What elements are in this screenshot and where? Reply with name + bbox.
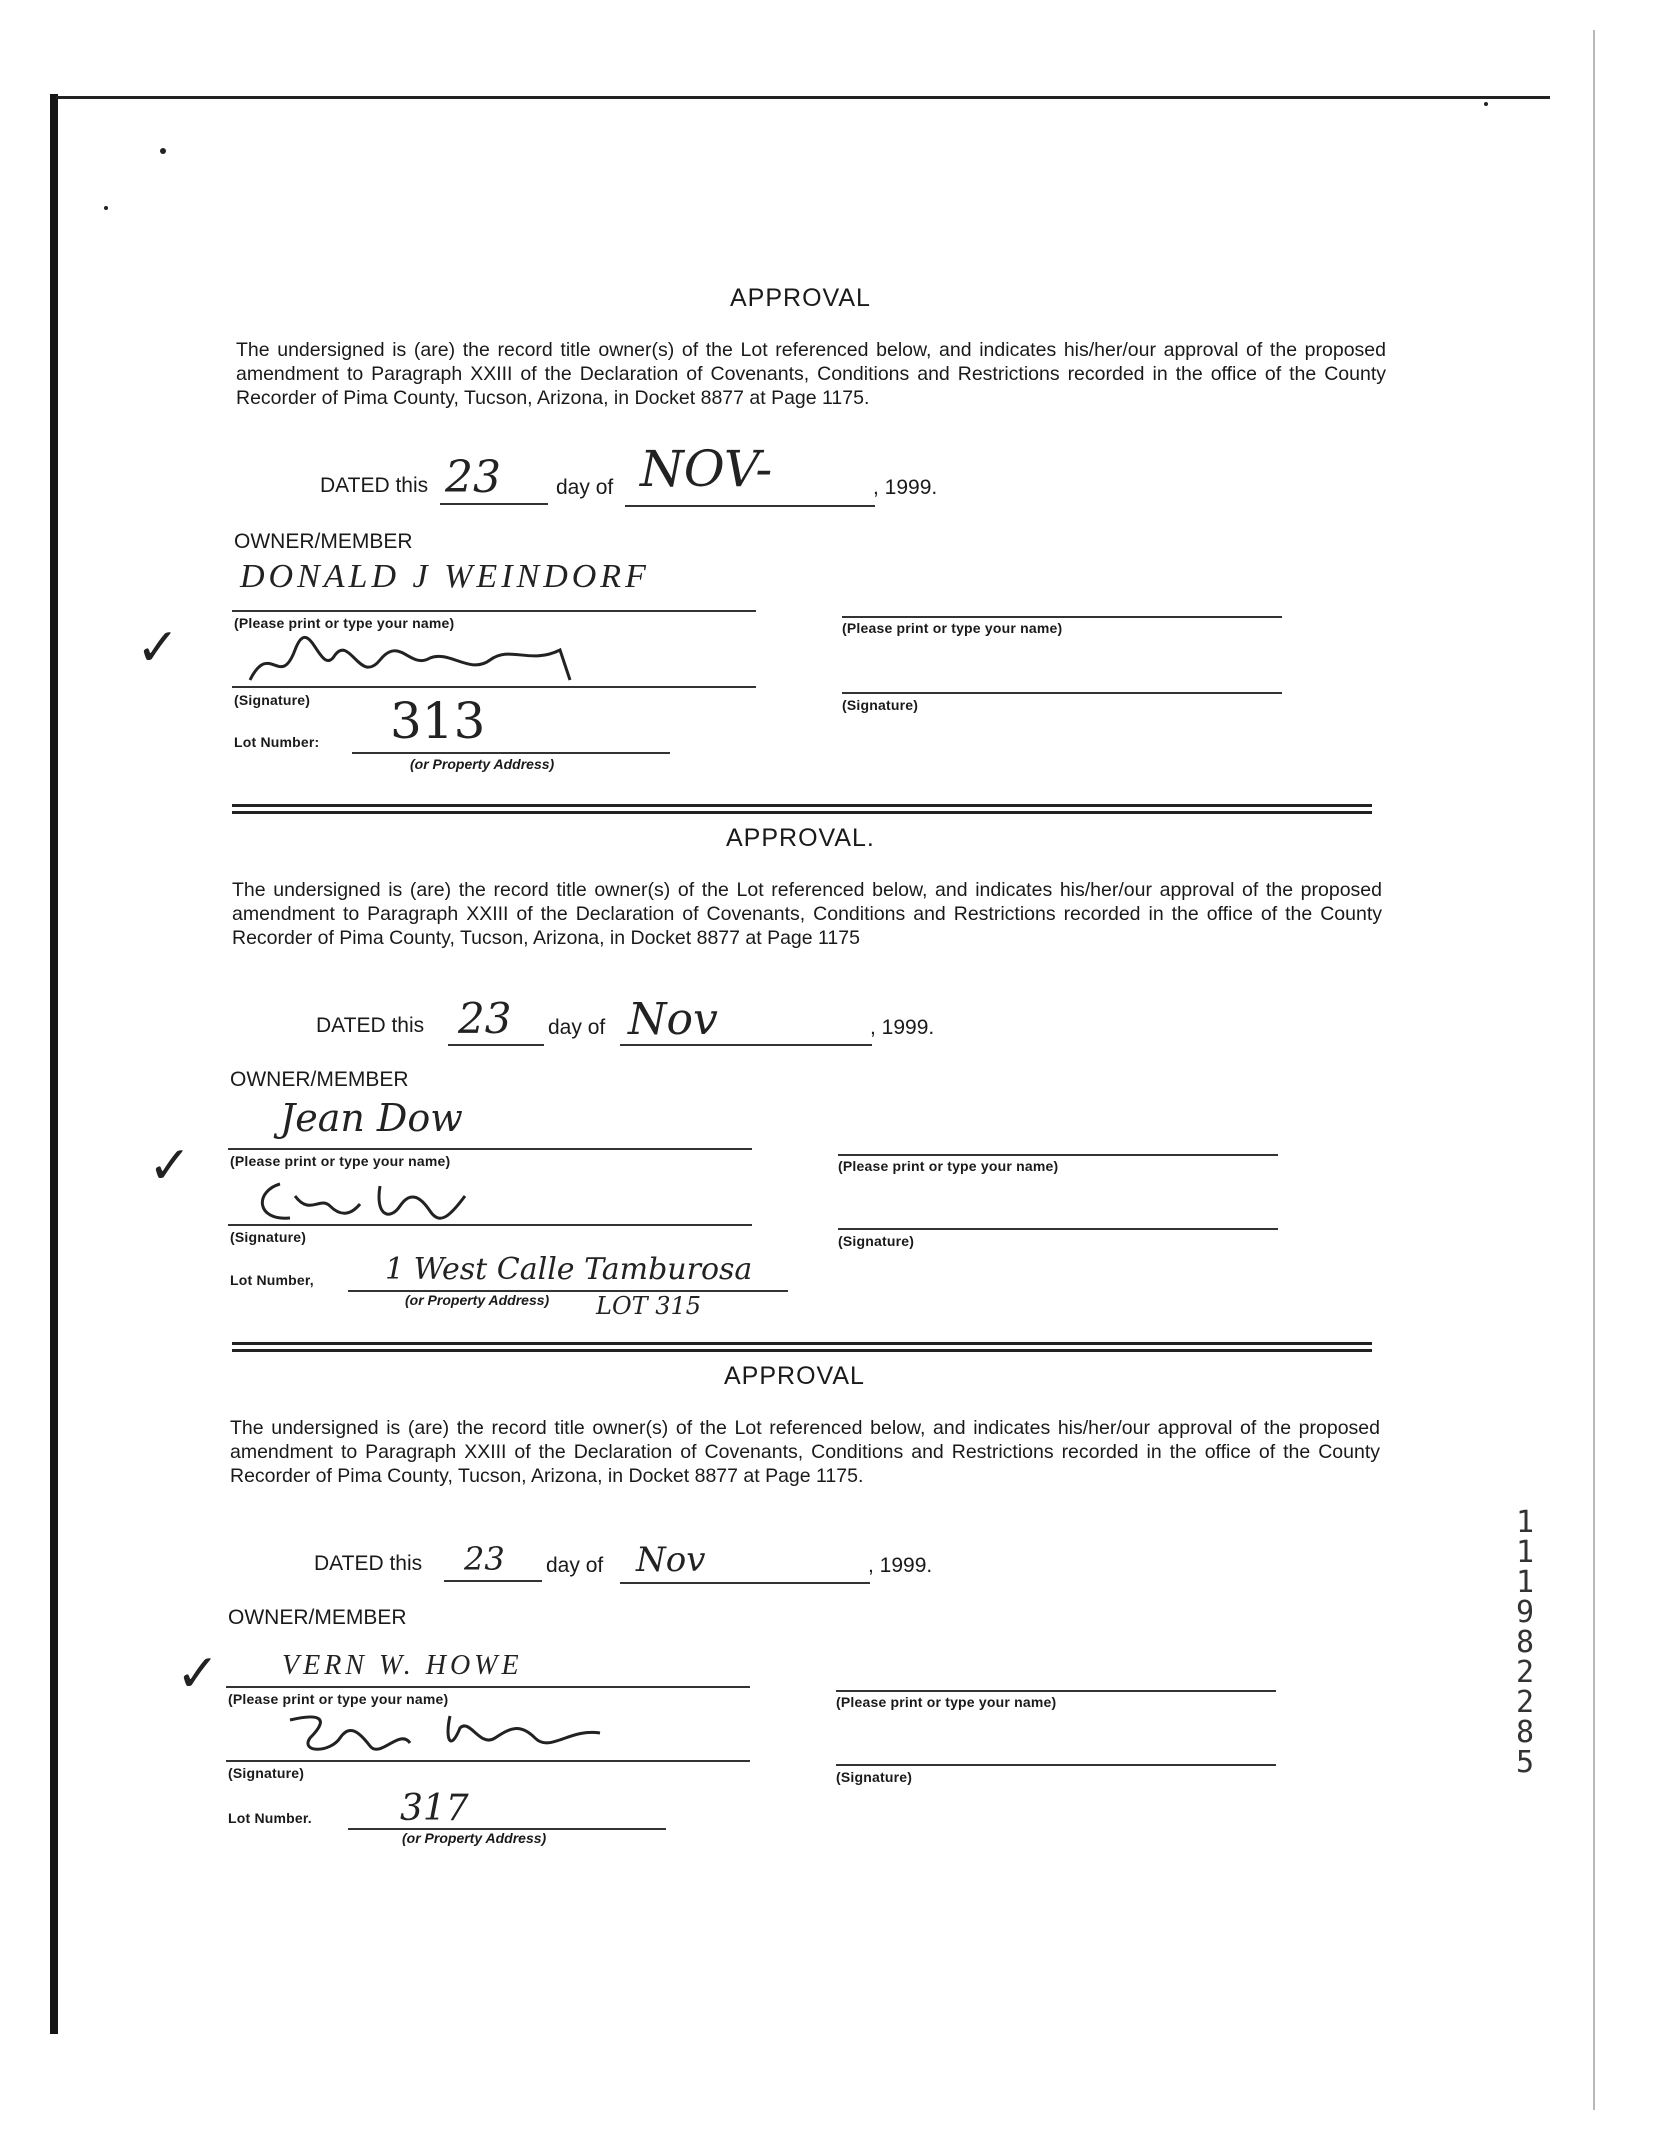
- day-line: [440, 503, 548, 505]
- name-line: [226, 1686, 750, 1688]
- lot-number-label: Lot Number:: [234, 734, 320, 750]
- signature-caption-2: (Signature): [842, 697, 919, 713]
- lot-line: [352, 752, 670, 754]
- scan-right-edge: [1593, 30, 1595, 2110]
- check-mark-icon: ✓: [148, 1136, 192, 1196]
- approval-title: APPROVAL: [724, 1362, 865, 1390]
- top-border-line: [56, 96, 1550, 99]
- name-caption-2: (Please print or type your name): [842, 620, 1063, 636]
- day-of-label: day of: [546, 1554, 604, 1577]
- owner-member-label: OWNER/MEMBER: [230, 1068, 409, 1091]
- scan-speck: [160, 148, 166, 154]
- name-line: [232, 610, 756, 612]
- approval-paragraph: The undersigned is (are) the record title owner(s) of the Lot referenced below, and indicates his/her/our approval of the proposed amendment to Paragraph XXIII of the Declaration of Covenants, Conditions and Restrictions recorded in the office of the County Recorder of Pima County, Tucson, Arizona, in Docket 8877 at Page 1175.: [230, 1417, 1380, 1487]
- handwritten-owner-name: DONALD J WEINDORF: [240, 558, 650, 595]
- approval-title: APPROVAL.: [726, 824, 875, 852]
- handwritten-lot-number: 317: [400, 1788, 469, 1829]
- dated-label: DATED this: [320, 474, 429, 497]
- scan-speck: [1484, 102, 1488, 106]
- month-line: [620, 1044, 872, 1046]
- scan-left-edge: [50, 94, 58, 2034]
- day-of-label: day of: [548, 1016, 606, 1039]
- handwritten-owner-name: Jean Dow: [280, 1096, 463, 1140]
- name-line: [228, 1148, 752, 1150]
- handwritten-day: 23: [445, 452, 501, 503]
- handwritten-month: Nov: [628, 994, 718, 1045]
- signature-line-2: [842, 692, 1282, 694]
- day-line: [444, 1580, 542, 1582]
- handwritten-lot-number: LOT 315: [596, 1292, 702, 1320]
- name-caption: (Please print or type your name): [228, 1691, 449, 1707]
- year-label: , 1999.: [868, 1554, 933, 1577]
- lot-subcaption: (or Property Address): [402, 1830, 547, 1846]
- month-line: [625, 505, 875, 507]
- name-caption: (Please print or type your name): [234, 615, 455, 631]
- section-divider: [232, 1342, 1372, 1356]
- signature-line: [232, 686, 756, 688]
- owner-member-label: OWNER/MEMBER: [228, 1606, 407, 1629]
- signature-scrawl: [250, 1176, 490, 1226]
- scan-speck: [104, 206, 108, 210]
- lot-subcaption: (or Property Address): [410, 756, 555, 772]
- recording-docket-number: 1 1 1 9 8 2 2 8 5: [1515, 1505, 1535, 1780]
- handwritten-owner-name: VERN W. HOWE: [282, 1650, 523, 1681]
- name-line-2: [836, 1690, 1276, 1692]
- handwritten-month: NOV-: [640, 440, 773, 498]
- signature-line: [228, 1224, 752, 1226]
- handwritten-month: Nov: [636, 1540, 706, 1580]
- check-mark-icon: ✓: [136, 618, 180, 678]
- approval-title: APPROVAL: [730, 284, 871, 312]
- check-mark-icon: ✓: [176, 1644, 220, 1704]
- year-label: , 1999.: [870, 1016, 935, 1039]
- signature-scrawl: [280, 1708, 620, 1762]
- handwritten-lot-address: 1 West Calle Tamburosa: [385, 1252, 753, 1287]
- lot-number-label: Lot Number.: [228, 1810, 312, 1826]
- signature-scrawl: [240, 630, 600, 690]
- handwritten-lot-number: 313: [390, 692, 486, 750]
- approval-paragraph: The undersigned is (are) the record title owner(s) of the Lot referenced below, and indicates his/her/our approval of the proposed amendment to Paragraph XXIII of the Declaration of Covenants, Conditions and Restrictions recorded in the office of the County Recorder of Pima County, Tucson, Arizona, in Docket 8877 at Page 1175: [232, 879, 1382, 949]
- month-line: [620, 1582, 870, 1584]
- dated-label: DATED this: [314, 1552, 423, 1575]
- lot-number-label: Lot Number,: [230, 1272, 314, 1288]
- handwritten-day: 23: [464, 1540, 505, 1578]
- signature-caption-2: (Signature): [836, 1769, 913, 1785]
- name-caption-2: (Please print or type your name): [838, 1158, 1059, 1174]
- signature-caption: (Signature): [228, 1765, 305, 1781]
- signature-line-2: [836, 1764, 1276, 1766]
- signature-caption: (Signature): [230, 1229, 307, 1245]
- dated-label: DATED this: [316, 1014, 425, 1037]
- approval-paragraph: The undersigned is (are) the record title owner(s) of the Lot referenced below, and indicates his/her/our approval of the proposed amendment to Paragraph XXIII of the Declaration of Covenants, Conditions and Restrictions recorded in the office of the County Recorder of Pima County, Tucson, Arizona, in Docket 8877 at Page 1175.: [236, 339, 1386, 409]
- name-caption: (Please print or type your name): [230, 1153, 451, 1169]
- name-caption-2: (Please print or type your name): [836, 1694, 1057, 1710]
- signature-caption-2: (Signature): [838, 1233, 915, 1249]
- day-line: [448, 1044, 544, 1046]
- day-of-label: day of: [556, 476, 614, 499]
- name-line-2: [842, 616, 1282, 618]
- handwritten-day: 23: [458, 994, 512, 1043]
- signature-caption: (Signature): [234, 692, 311, 708]
- owner-member-label: OWNER/MEMBER: [234, 530, 413, 553]
- lot-subcaption: (or Property Address): [405, 1292, 550, 1308]
- signature-line: [226, 1760, 750, 1762]
- section-divider: [232, 804, 1372, 818]
- year-label: , 1999.: [873, 476, 938, 499]
- signature-line-2: [838, 1228, 1278, 1230]
- name-line-2: [838, 1154, 1278, 1156]
